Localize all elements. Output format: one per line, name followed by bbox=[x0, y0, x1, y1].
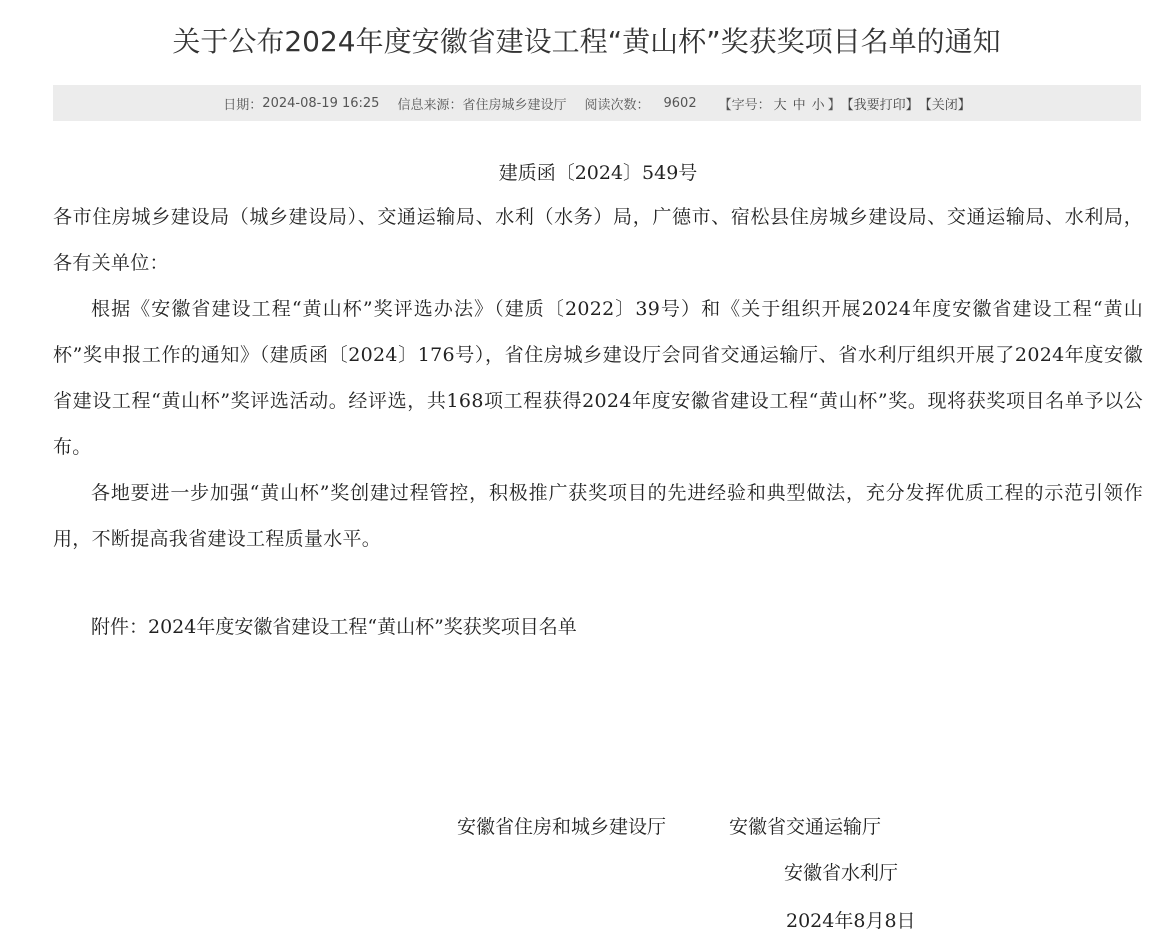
source-value: 省住房城乡建设厅 bbox=[462, 97, 567, 113]
close-link[interactable]: 【关闭】 bbox=[918, 97, 971, 113]
read-count-value: 9602 bbox=[663, 95, 697, 111]
article-content bbox=[53, 150, 1143, 650]
document-number: 建质函〔2024〕549号 bbox=[498, 162, 698, 184]
signature-date: 2024年8月8日 bbox=[786, 910, 916, 932]
addressee-paragraph: 各市住房城乡建设局（城乡建设局）、交通运输局、水利（水务）局，广德市、宿松县住房城乡建设局、交通运输局、水利局，各有关单位： bbox=[53, 206, 1143, 274]
signature-org-housing: 安徽省住房和城乡建设厅 bbox=[457, 816, 667, 838]
body-paragraph-1: 根据《安徽省建设工程“黄山杯”奖评选办法》（建质〔2022〕39号）和《关于组织开展2024年度安徽省建设工程“黄山杯”奖申报工作的通知》（建质函〔2024〕176号），省住房城乡建设厅会同省交通运输厅、省水利厅组织开展了2024年度安徽省建设工程“黄山杯”奖评选活动。经评选，共168项工程获得2024年度安徽省建设工程“黄山杯”奖。现将获奖项目名单予以公布。 bbox=[53, 298, 1143, 458]
signature-org-water: 安徽省水利厅 bbox=[784, 862, 899, 884]
font-size-label: 【字号： bbox=[718, 97, 771, 113]
article-title: 关于公布2024年度安徽省建设工程“黄山杯”奖获奖项目名单的通知 bbox=[172, 25, 1001, 58]
font-size-small-link[interactable]: 小 bbox=[811, 97, 825, 113]
print-link[interactable]: 【我要打印】 bbox=[840, 97, 919, 113]
font-size-close-bracket: 】 bbox=[827, 97, 841, 113]
body-paragraph-2: 各地要进一步加强“黄山杯”奖创建过程管控，积极推广获奖项目的先进经验和典型做法，充分发挥优质工程的示范引领作用，不断提高我省建设工程质量水平。 bbox=[53, 482, 1143, 550]
font-size-medium-link[interactable]: 中 bbox=[792, 97, 806, 113]
date-label: 日期： bbox=[223, 97, 263, 113]
read-count-label: 阅读次数： bbox=[584, 97, 650, 113]
signature-org-transport: 安徽省交通运输厅 bbox=[729, 816, 882, 838]
font-size-large-link[interactable]: 大 bbox=[773, 97, 787, 113]
attachment-link[interactable]: 附件：2024年度安徽省建设工程“黄山杯”奖获奖项目名单 bbox=[91, 616, 577, 638]
source-label: 信息来源： bbox=[397, 97, 463, 113]
date-value: 2024-08-19 16:25 bbox=[262, 95, 380, 111]
article-meta-bar bbox=[53, 85, 1141, 121]
